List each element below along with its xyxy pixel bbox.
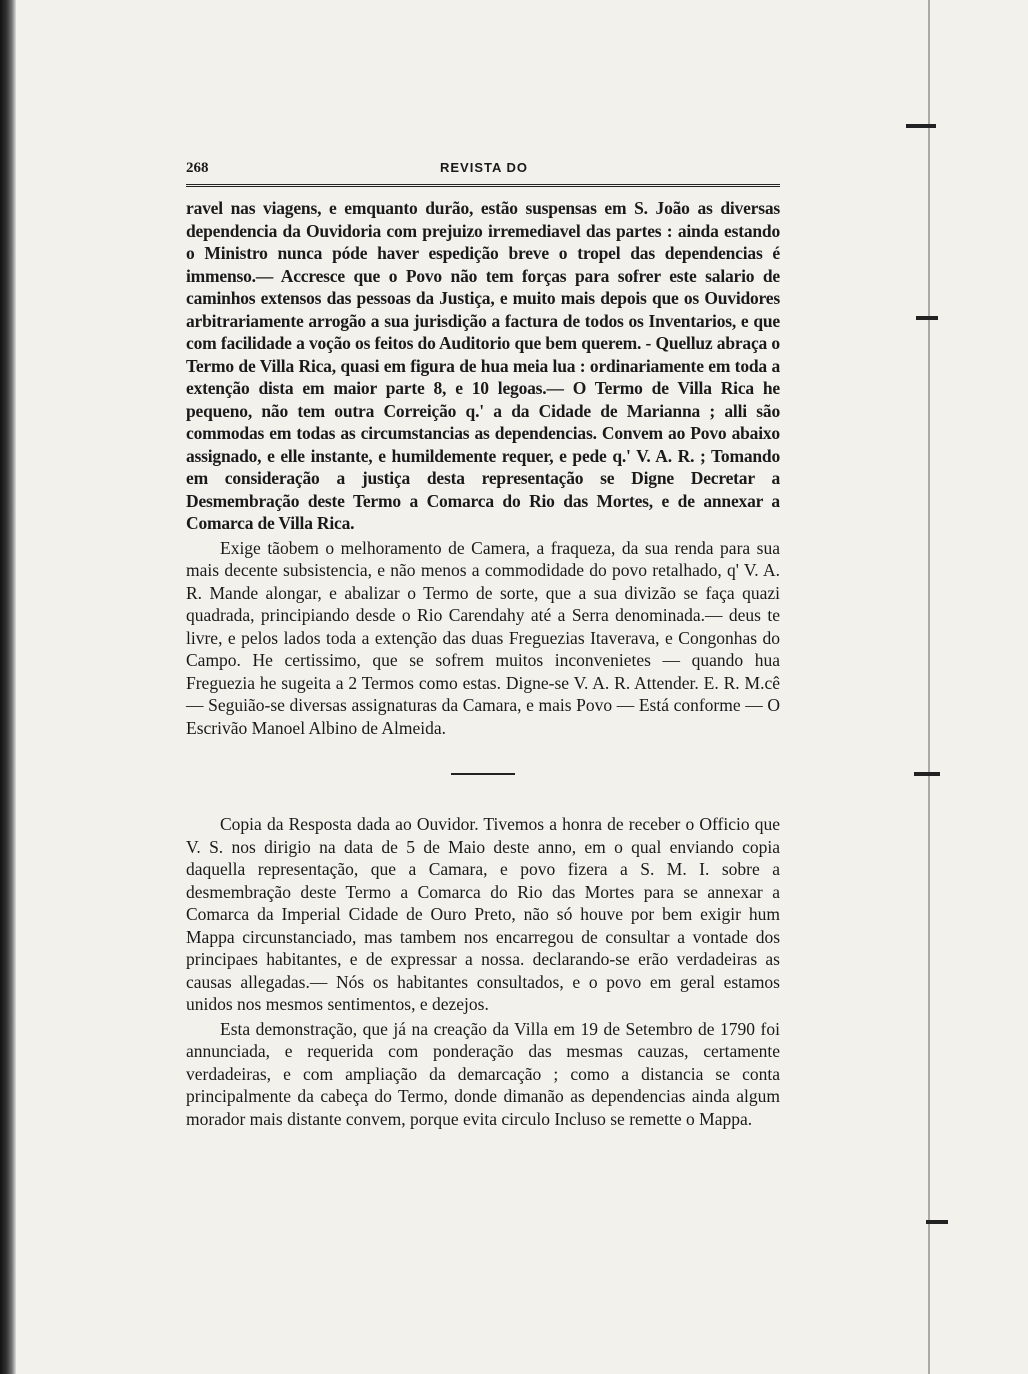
running-title: REVISTA DO (440, 160, 529, 175)
page-header (186, 160, 780, 182)
scan-right-mark (914, 772, 940, 776)
header-rule (186, 184, 780, 187)
page (186, 160, 780, 1130)
scan-right-mark (916, 316, 938, 320)
scan-right-line (928, 0, 930, 1374)
paragraph-4: Esta demonstração, que já na creação da Villa em 19 de Setembro de 1790 foi annunciada, e requerida com ponderação das mesmas cauzas, certamente verdadeiras, e com ampliação da demarcação ; como a distancia se conta principalmente da cabeça do Termo, donde dimanão as dependencias ainda algum morador mais distante convem, porque evita circulo Incluso se remette o Mappa. (186, 1018, 780, 1129)
scan-left-edge (0, 0, 16, 1374)
page-number: 268 (186, 160, 209, 176)
scan-right-mark (906, 124, 936, 128)
scan-right-mark (926, 1220, 948, 1224)
paragraph-2: Exige tãobem o melhoramento de Camera, a fraqueza, da sua renda para sua mais decente subsistencia, e não menos a commodidade do povo retalhado, q' V. A. R. Mande alongar, e abalizar o Termo de sorte, que a sua divizão se faça quazi quadrada, principiando desde o Rio Carendahy até a Serra denominada.— deus te livre, e pelos lados toda a extenção das duas Freguezias Itaverava, e Congonhas do Campo. He certissimo, que se sofrem muitos inconvenietes — quando hua Freguezia he sugeita a 2 Termos como estas. Digne-se V. A. R. Attender. E. R. M.cê— Seguião-se diversas assignaturas da Camara, e mais Povo — Está conforme — O Escrivão Manoel Albino de Almeida. (186, 537, 780, 738)
paragraph-3: Copia da Resposta dada ao Ouvidor. Tivemos a honra de receber o Officio que V. S. nos dirigio na data de 5 de Maio deste anno, em o qual enviando copia daquella representação, que a Camara, e povo fizera a S. M. I. sobre a desmembração deste Termo a Comarca do Rio das Mortes para se annexar a Comarca da Imperial Cidade de Ouro Preto, não só houve por bem exigir hum Mappa circunstanciado, mas tambem nos encarregou de consultar a vontade dos principaes habitantes, e de expressar a nossa. declarando-se erão verdadeiras as causas allegadas.— Nós os habitantes consultados, e o povo em geral estamos unidos nos mesmos sentimentos, e dezejos. (186, 814, 780, 1014)
paragraph-1: ravel nas viagens, e emquanto durão, estão suspensas em S. João as diversas dependencia da Ouvidoria com prejuizo irremediavel das partes : ainda estando o Ministro nunca póde haver espedição breve o tropel das dependencias é immenso.— Accresce que o Povo não tem forças para sofrer este salario de caminhos extensos das pessoas da Justiça, e muito mais depois que os Ouvidores arbitrariamente arrogão a sua jurisdição a factura de todos os Inventarios, e que com facilidade a voção os feitos do Auditorio que bem querem. - Quelluz abraça o Termo de Villa Rica, quasi em figura de hua meia lua : ordinariamente em toda a extenção dista em maior parte 8, e 10 legoas.— O Termo de Villa Rica he pequeno, não tem outra Correição q.' a da Cidade de Marianna ; alli são commodas em todas as circumstancias as dependencias. Convem ao Povo abaixo assignado, e elle instante, e humildemente requer, e pede q.' V. A. R. ; Tomando em consideração a justiça desta representação se Digne Decretar a Desmembração deste Termo a Comarca do Rio das Mortes, e de annexar a Comarca de Villa Rica. (186, 198, 780, 533)
section-divider (451, 773, 515, 775)
